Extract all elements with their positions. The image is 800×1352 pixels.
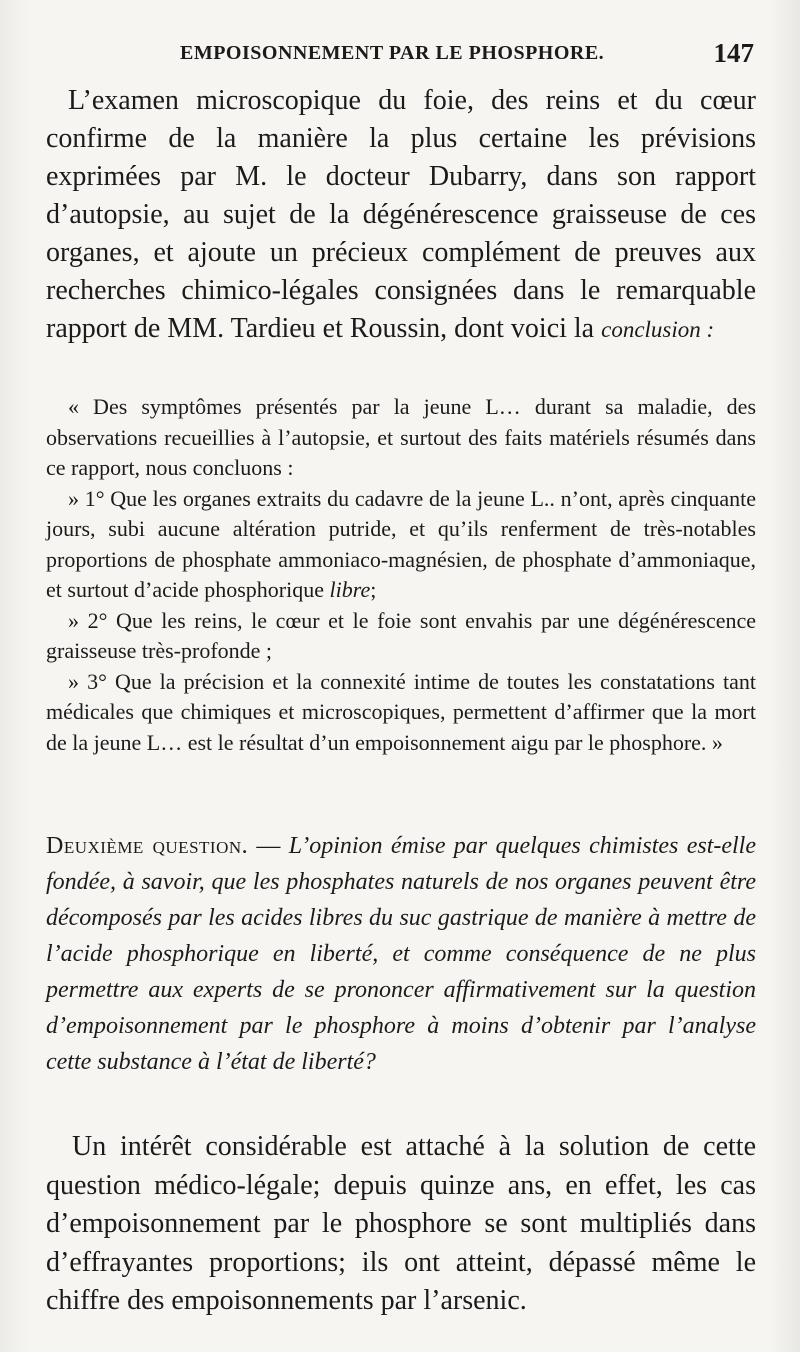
lead-text: L’examen microscopique du foie, des reins et du cœur confirme de la manière la plus certaine les prévisions exprimées par M. le docteur Dubarry, dans son rapport d’autopsie, au sujet de la dégénérescence graisseuse de ces organes, et ajoute un précieux complément de preuves aux recherches chimico-légales consignées dans le remarquable rapport de MM. Tardieu et Roussin, dont voici la: [46, 85, 756, 344]
closing-paragraph: [46, 1128, 756, 1321]
second-question: [46, 828, 756, 1080]
question-dash: —: [248, 833, 289, 859]
quote-paragraph-1: « Des symptômes présentés par la jeune L… durant sa maladie, des observations recueillies à l’autopsie, et surtout des faits matériels résumés dans ce rapport, nous concluons :: [46, 394, 756, 480]
question-text: L’opinion émise par quelques chimistes est-elle fondée, à savoir, que les phosphates naturels de nos organes peuvent être décomposés par les acides libres du suc gastrique de manière à mettre de l’acide phosphorique en liberté, et comme conséquence de ne plus permettre aux experts de se prononcer affirmativement sur la question d’empoisonnement par le phosphore à moins d’obtenir par l’analyse cette substance à l’état de liberté?: [46, 833, 756, 1075]
quote-paragraph-2: [46, 484, 756, 606]
lead-italic-end: conclusion :: [601, 317, 715, 342]
quote-p2-italic: libre: [329, 577, 371, 602]
page-number: 147: [713, 38, 754, 68]
closing-text: Un intérêt considérable est attaché à la solution de cette question médico-légale; depuis quinze ans, en effet, les cas d’empoisonnement par le phosphore se sont multipliés dans d’effrayantes proportions; ils ont atteint, dépassé même le chiffre des empoisonnements par l’arsenic.: [46, 1131, 756, 1316]
conclusion-quote: [46, 392, 756, 758]
quote-paragraph-3: » 2° Que les reins, le cœur et le foie sont envahis par une dégénérescence graisseuse très-profonde ;: [46, 607, 756, 663]
running-header: [0, 38, 800, 78]
running-title: EMPOISONNEMENT PAR LE PHOSPHORE.: [180, 42, 605, 64]
question-label: Deuxième question.: [46, 833, 249, 859]
quote-p2-end: ;: [370, 577, 377, 602]
lead-paragraph: [46, 82, 756, 349]
quote-p2-text: » 1° Que les organes extraits du cadavre de la jeune L.. n’ont, après cinquante jours, subi aucune altération putride, et qu’ils renferment de très-notables proportions de phosphate ammoniaco-magnésien, de phosphate d’ammoniaque, et surtout d’acide phosphorique: [46, 485, 756, 602]
quote-paragraph-4: » 3° Que la précision et la connexité intime de toutes les constatations tant médicales que chimiques et microscopiques, permettent d’affirmer que la mort de la jeune L… est le résultat d’un empoisonnement aigu par le phosphore. »: [46, 668, 756, 755]
